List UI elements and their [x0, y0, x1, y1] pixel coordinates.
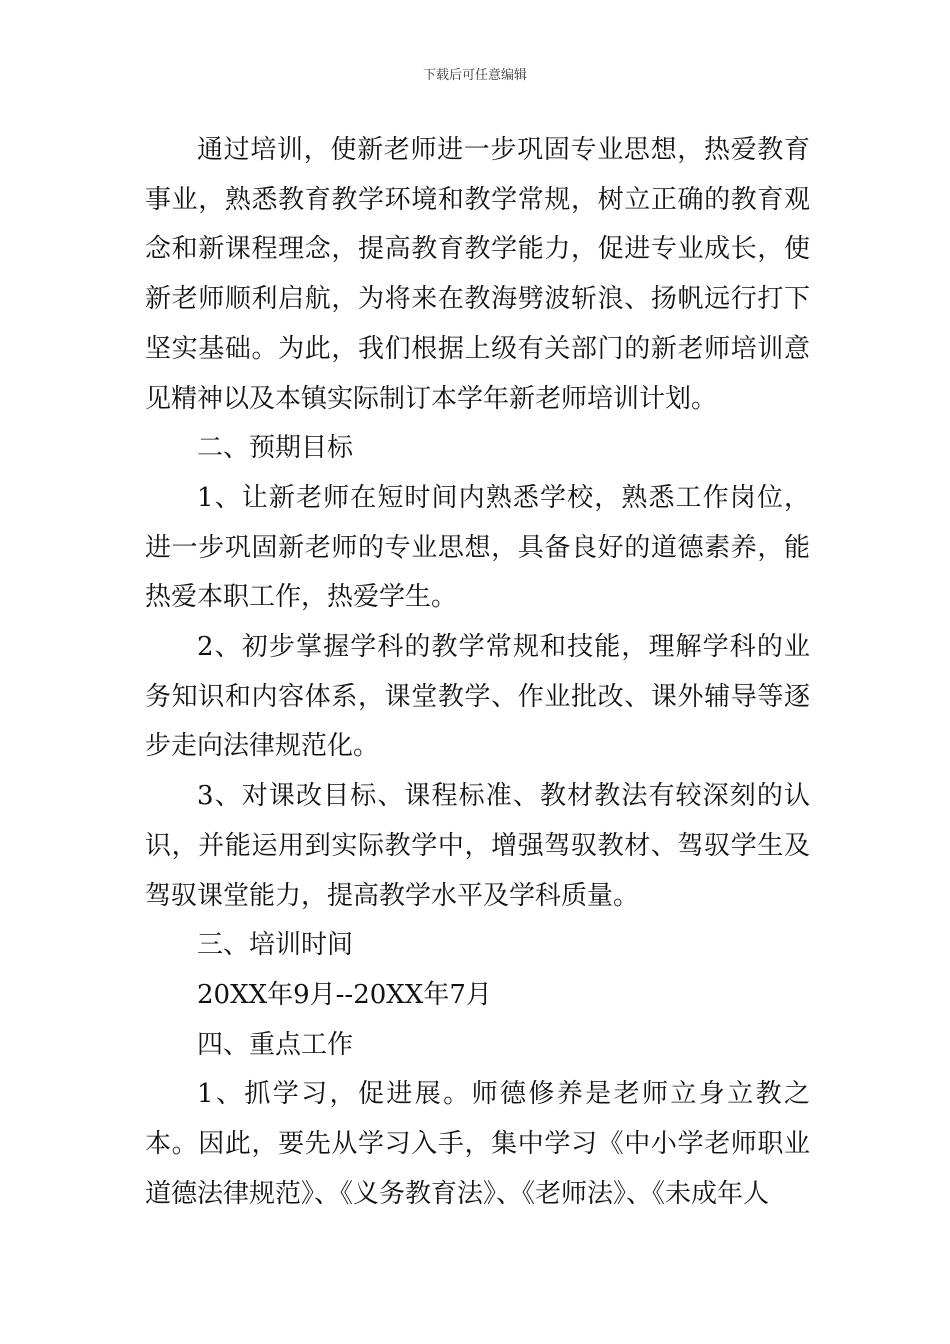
paragraph-goal-3: 3、对课改目标、课程标准、教材教法有较深刻的认识，并能运用到实际教学中，增强驾驭教材、驾驭学生及驾驭课堂能力，提高教学水平及学科质量。	[145, 781, 810, 911]
heading-training-time: 三、培训时间	[197, 930, 354, 961]
document-body	[145, 126, 810, 1219]
paragraph-key-work-1: 1、抓学习，促进展。师德修养是老师立身立教之本。因此，要先从学习入手，集中学习《中小学老师职业道德法律规范》、《义务教育法》、《老师法》、《未成年人	[145, 1079, 810, 1209]
paragraph-intro: 通过培训，使新老师进一步巩固专业思想，热爱教育事业，熟悉教育教学环境和教学常规，树立正确的教育观念和新课程理念，提高教育教学能力，促进专业成长，使新老师顺利启航，为将来在教海劈波斩浪、扬帆远行打下坚实基础。为此，我们根据上级有关部门的新老师培训意见精神以及本镇实际制订本学年新老师培训计划。	[145, 135, 810, 414]
heading-expected-goals: 二、预期目标	[197, 433, 354, 464]
paragraph-goal-1: 1、让新老师在短时间内熟悉学校，熟悉工作岗位，进一步巩固新老师的专业思想，具备良好的道德素养，能热爱本职工作，热爱学生。	[145, 482, 810, 613]
paragraph-goal-2: 2、初步掌握学科的教学常规和技能，理解学科的业务知识和内容体系，课堂教学、作业批改、课外辅导等逐步走向法律规范化。	[145, 632, 810, 762]
page-header: 下载后可任意编辑	[422, 68, 527, 83]
heading-key-work: 四、重点工作	[197, 1029, 354, 1060]
paragraph-training-period: 20XX年9月--20XX年7月	[197, 979, 492, 1010]
